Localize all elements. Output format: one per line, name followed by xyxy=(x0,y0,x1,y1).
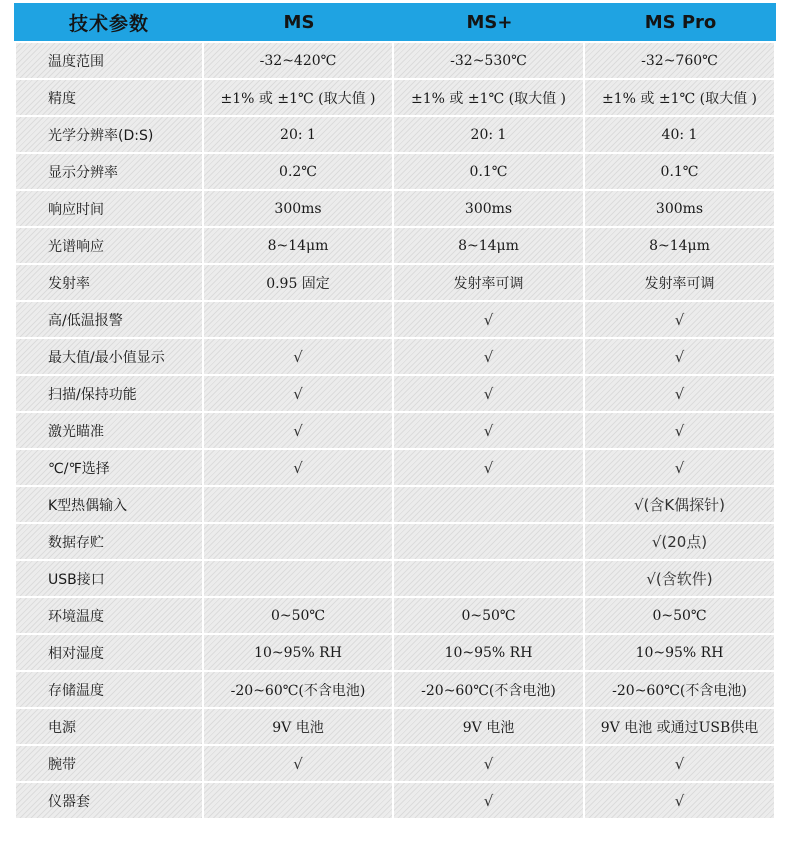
cell-ms: √ xyxy=(204,413,394,450)
cell-ms-pro: √ xyxy=(585,302,776,339)
cell-ms: 0.95 固定 xyxy=(204,265,394,302)
row-label: 腕带 xyxy=(14,746,204,783)
header-param: 技术参数 xyxy=(14,3,204,43)
cell-ms-plus: -32~530℃ xyxy=(394,43,585,80)
cell-ms-pro: √ xyxy=(585,746,776,783)
cell-ms-pro: √ xyxy=(585,413,776,450)
row-label: 光谱响应 xyxy=(14,228,204,265)
cell-ms-plus: 20: 1 xyxy=(394,117,585,154)
cell-ms-plus xyxy=(394,524,585,561)
cell-ms-pro: √ xyxy=(585,376,776,413)
table-row xyxy=(14,783,776,820)
cell-ms-pro: √(含软件) xyxy=(585,561,776,598)
table-row xyxy=(14,43,776,80)
cell-ms: -20~60℃(不含电池) xyxy=(204,672,394,709)
spec-table-body xyxy=(14,43,776,820)
table-row xyxy=(14,450,776,487)
cell-ms: 20: 1 xyxy=(204,117,394,154)
cell-ms xyxy=(204,524,394,561)
row-label: 仪器套 xyxy=(14,783,204,820)
table-row xyxy=(14,339,776,376)
cell-ms-plus: √ xyxy=(394,339,585,376)
row-label: 高/低温报警 xyxy=(14,302,204,339)
cell-ms-plus: √ xyxy=(394,302,585,339)
cell-ms-pro: 40: 1 xyxy=(585,117,776,154)
table-row xyxy=(14,561,776,598)
cell-ms: 0.2℃ xyxy=(204,154,394,191)
row-label: 响应时间 xyxy=(14,191,204,228)
cell-ms-pro: 9V 电池 或通过USB供电 xyxy=(585,709,776,746)
row-label: 相对湿度 xyxy=(14,635,204,672)
cell-ms: -32~420℃ xyxy=(204,43,394,80)
cell-ms-plus: ±1% 或 ±1℃ (取大值 ) xyxy=(394,80,585,117)
cell-ms: 300ms xyxy=(204,191,394,228)
cell-ms-plus: 8~14μm xyxy=(394,228,585,265)
cell-ms-pro: 发射率可调 xyxy=(585,265,776,302)
row-label: USB接口 xyxy=(14,561,204,598)
cell-ms-plus: √ xyxy=(394,746,585,783)
row-label: 电源 xyxy=(14,709,204,746)
table-row xyxy=(14,524,776,561)
row-label: 发射率 xyxy=(14,265,204,302)
cell-ms-plus xyxy=(394,487,585,524)
cell-ms-pro: √ xyxy=(585,450,776,487)
row-label: ℃/℉选择 xyxy=(14,450,204,487)
row-label: 激光瞄准 xyxy=(14,413,204,450)
cell-ms-pro: 300ms xyxy=(585,191,776,228)
table-row xyxy=(14,228,776,265)
cell-ms-plus: -20~60℃(不含电池) xyxy=(394,672,585,709)
row-label: K型热偶输入 xyxy=(14,487,204,524)
row-label: 精度 xyxy=(14,80,204,117)
table-row xyxy=(14,265,776,302)
table-row xyxy=(14,191,776,228)
cell-ms-plus: √ xyxy=(394,783,585,820)
cell-ms: 10~95% RH xyxy=(204,635,394,672)
cell-ms xyxy=(204,783,394,820)
cell-ms: 8~14μm xyxy=(204,228,394,265)
cell-ms-plus: 9V 电池 xyxy=(394,709,585,746)
cell-ms-plus: 0.1℃ xyxy=(394,154,585,191)
cell-ms-plus xyxy=(394,561,585,598)
row-label: 扫描/保持功能 xyxy=(14,376,204,413)
cell-ms-pro: -20~60℃(不含电池) xyxy=(585,672,776,709)
cell-ms-pro: √ xyxy=(585,783,776,820)
cell-ms-pro: √ xyxy=(585,339,776,376)
row-label: 光学分辨率(D:S) xyxy=(14,117,204,154)
cell-ms-pro: 0.1℃ xyxy=(585,154,776,191)
spec-table-header xyxy=(14,3,776,43)
row-label: 环境温度 xyxy=(14,598,204,635)
cell-ms-plus: √ xyxy=(394,413,585,450)
row-label: 显示分辨率 xyxy=(14,154,204,191)
cell-ms: √ xyxy=(204,450,394,487)
cell-ms-pro: -32~760℃ xyxy=(585,43,776,80)
table-row xyxy=(14,376,776,413)
cell-ms-pro: √(20点) xyxy=(585,524,776,561)
table-row xyxy=(14,598,776,635)
cell-ms: √ xyxy=(204,746,394,783)
cell-ms-pro: 8~14μm xyxy=(585,228,776,265)
cell-ms xyxy=(204,487,394,524)
cell-ms-pro: 0~50℃ xyxy=(585,598,776,635)
table-row xyxy=(14,746,776,783)
row-label: 最大值/最小值显示 xyxy=(14,339,204,376)
header-model-ms-pro: MS Pro xyxy=(585,3,776,43)
cell-ms-plus: 0~50℃ xyxy=(394,598,585,635)
table-row xyxy=(14,302,776,339)
table-row xyxy=(14,413,776,450)
header-model-ms-plus: MS+ xyxy=(394,3,585,43)
cell-ms-pro: ±1% 或 ±1℃ (取大值 ) xyxy=(585,80,776,117)
cell-ms: 9V 电池 xyxy=(204,709,394,746)
table-row xyxy=(14,80,776,117)
cell-ms xyxy=(204,302,394,339)
header-row xyxy=(14,3,776,43)
table-row xyxy=(14,117,776,154)
spec-table xyxy=(14,3,776,820)
cell-ms-plus: √ xyxy=(394,450,585,487)
table-row xyxy=(14,672,776,709)
cell-ms-plus: 300ms xyxy=(394,191,585,228)
cell-ms-plus: √ xyxy=(394,376,585,413)
table-row xyxy=(14,635,776,672)
cell-ms-plus: 10~95% RH xyxy=(394,635,585,672)
header-model-ms: MS xyxy=(204,3,394,43)
cell-ms: 0~50℃ xyxy=(204,598,394,635)
cell-ms-plus: 发射率可调 xyxy=(394,265,585,302)
row-label: 存储温度 xyxy=(14,672,204,709)
cell-ms xyxy=(204,561,394,598)
table-row xyxy=(14,709,776,746)
cell-ms-pro: √(含K偶探针) xyxy=(585,487,776,524)
cell-ms: √ xyxy=(204,376,394,413)
table-row xyxy=(14,154,776,191)
table-row xyxy=(14,487,776,524)
cell-ms: √ xyxy=(204,339,394,376)
cell-ms: ±1% 或 ±1℃ (取大值 ) xyxy=(204,80,394,117)
row-label: 温度范围 xyxy=(14,43,204,80)
spec-sheet xyxy=(14,3,776,820)
row-label: 数据存贮 xyxy=(14,524,204,561)
cell-ms-pro: 10~95% RH xyxy=(585,635,776,672)
